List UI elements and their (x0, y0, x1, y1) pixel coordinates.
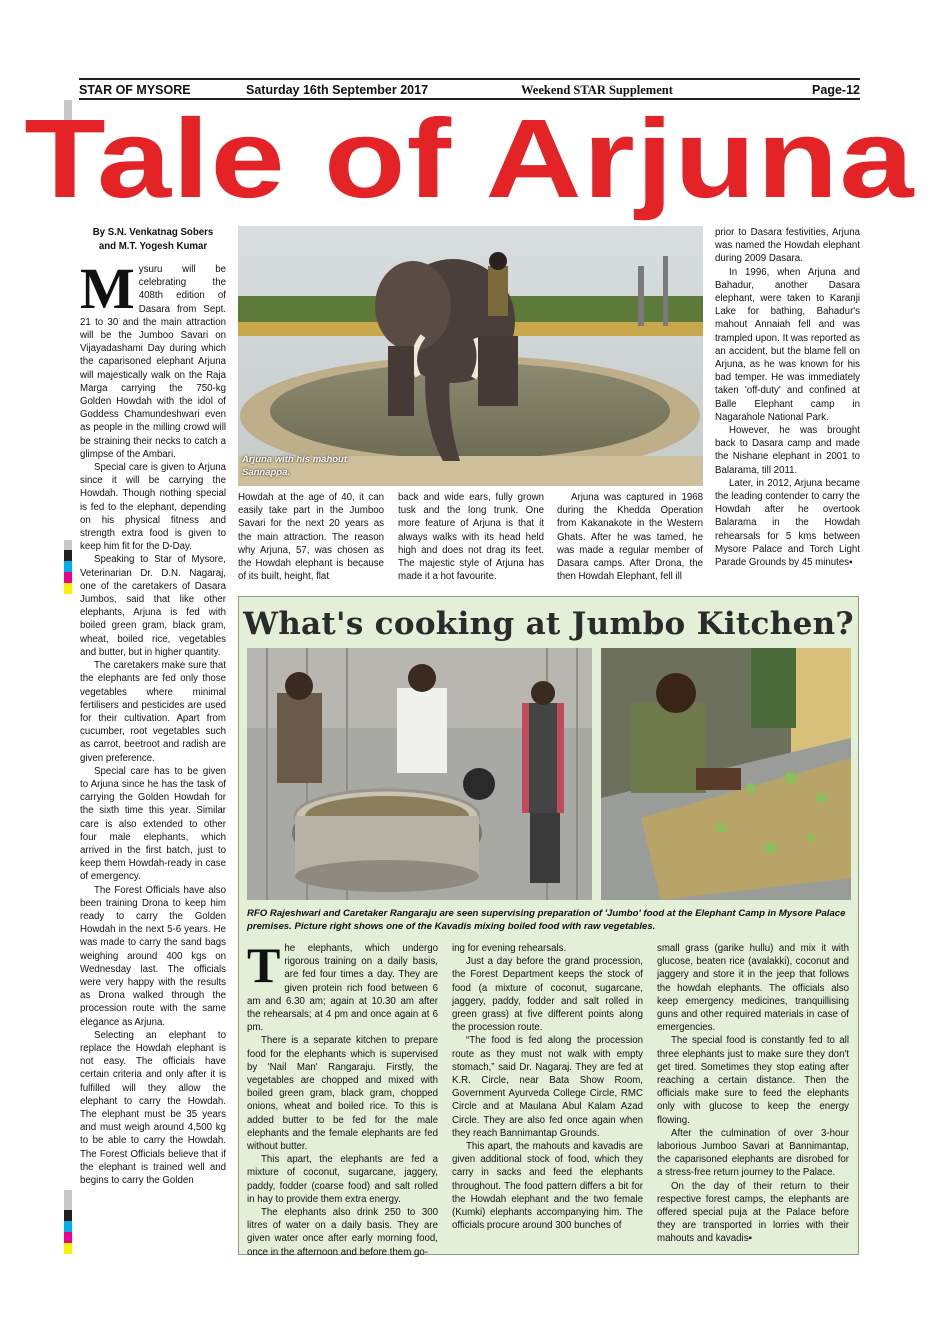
article-column-2 (238, 491, 384, 583)
byline-line-1: By S.N. Venkatnag Sobers (92, 227, 214, 238)
paragraph: prior to Dasara festivities, Arjuna was named the Howdah elephant during 2009 Dasara. (715, 227, 860, 265)
elephant-bath-illustration (238, 226, 703, 486)
paragraph: small grass (garike hullu) and mix it with glucose, beaten rice (avalakki), coconut and jaggery and store it in the jeep that follows the howdah elephants. The officials also keep emergency medicines, tranquillising guns and other required materials in case of emergencies. (657, 943, 849, 1034)
paragraph: This apart, the mahouts and kavadis are given additional stock of food, which they carry in sacks and feed the elephants throughout. The food pattern differs a bit for the Howdah elephant and the two female (Kumki) elephants accompanying him. The officials procure around 300 bunches of (452, 1141, 643, 1232)
sidebar-column-1 (247, 937, 438, 1259)
paragraph: The special food is constantly fed to all three elephants just to make sure they don't get tired. Sometimes they stop eating after reaching a certain distance. Then the officials make sure to feed the elephants only with glucose to keep the energy flowing. (657, 1035, 849, 1126)
page-number: Page-12 (812, 83, 860, 97)
dropcap: M (80, 263, 135, 321)
paragraph: This apart, the elephants are fed a mixture of coconut, sugarcane, jaggery, paddy, fodder (coarse food) and salt rolled in hay to provide them extra energy. (247, 1154, 438, 1205)
article-column-4 (557, 491, 703, 583)
paragraph: However, he was brought back to Dasara camp and made the Nishane elephant in 2001 to Balarama, till 2011. (715, 425, 860, 476)
kavadi-photo (601, 648, 851, 900)
sidebar-title: What's cooking at Jumbo Kitchen? (243, 606, 854, 642)
sidebar-caption: RFO Rajeshwari and Caretaker Rangaraju are seen supervising preparation of 'Jumbo' food at the Elephant Camp in Mysore Palace premises. Picture right shows one of the Kavadis mixing boiled food with raw vegetables. (247, 908, 846, 932)
paragraph: The caretakers make sure that the elephants are fed only those vegetables where minimal fertilisers and pesticides are used for their cultivation. Apart from cucumber, root vegetables such as carrot, beetroot and radish are given preference. (80, 660, 226, 764)
sidebar-dropcap: T (247, 937, 281, 993)
paragraph: The Forest Officials have also been training Drona to keep him ready to carry the Golden Howdah in the next 5-6 years. He was made to carry the sand bags weighing around 400 kgs on Wednesday last. The officials were very happy with the results as Drona walked through the procession route with the same elegance as Arjuna. (80, 884, 226, 1028)
paragraph: Special care is given to Arjuna since it will be carrying the Howdah. Though nothing special is fed to the elephant, depending on his physical fitness and strength extra food is given to keep him fit for the D-Day. (80, 462, 226, 553)
sidebar-column-2 (452, 942, 643, 1232)
paragraph: he elephants, which undergo rigorous training on a daily basis, are fed four times a day. They are given protein rich food between 6 am and 6.30 am; again at 10.30 am after the rehearsals; at 4 pm and once again at 6 pm. (247, 943, 438, 1034)
paragraph: Later, in 2012, Arjuna became the leading contender to carry the Howdah after he overtook Balarama in the Howdah rehearsals for 5 kms between Mysore Palace and Torch Light Parade Grounds by 45 minutes▪ (715, 477, 860, 569)
kitchen-photo (247, 648, 592, 900)
paragraph: There is a separate kitchen to prepare food for the elephants which is supervised by 'Nail Man' Rangaraju. Firstly, the vegetables are chopped and mixed with boiled green gram, black gram, chopped onions, wheat and boiled rice. To this is added butter to be fed for the male elephants and the female elephants are fed without butter. (247, 1035, 438, 1153)
issue-date: Saturday 16th September 2017 (246, 83, 429, 97)
sidebar-column-3 (657, 942, 849, 1246)
paragraph: ysuru will be celebrating the 408th edition of Dasara from Sept. 21 to 30 and the main attraction will be the Jumboo Savari on Vijayadashami Day during which the caparisoned elephant Arjuna will majestically walk on the Raja Marga carrying the 750-kg Golden Howdah with the idol of Goddess Chamundeshwari even as people in the milling crowd will be straining their necks to catch a glimpse of the Ambari. (80, 264, 226, 460)
article-column-5 (715, 226, 860, 569)
paragraph: On the day of their return to their respective forest camps, the elephants are offered special puja at the Palace before they are transported in lorries with their mahouts and kavadis▪ (657, 1180, 849, 1245)
paragraph: Howdah at the age of 40, it can easily take part in the Jumboo Savari for the next 20 years as the main attraction. The reason why Arjuna, 57, was chosen as the Howdah elephant is because of its built, height, flat (238, 492, 384, 583)
arjuna-photo (238, 226, 703, 486)
byline (80, 226, 226, 254)
kitchen-illustration (247, 648, 592, 900)
paragraph: The elephants also drink 250 to 300 litres of water on a daily basis. They are given water once after early morning food, once in the afternoon and before them go- (247, 1207, 438, 1258)
article-column-3 (398, 491, 544, 583)
paragraph: After the culmination of over 3-hour laborious Jumboo Savari at Bannimantap, the caparisoned elephants are disrobed for a stress-free return journey to the Palace. (657, 1127, 849, 1179)
supplement-name: Weekend STAR Supplement (521, 83, 673, 97)
mixing-food-illustration (601, 648, 851, 900)
byline-line-2: and M.T. Yogesh Kumar (98, 241, 208, 252)
paragraph: back and wide ears, fully grown tusk and the long trunk. One more feature of Arjuna is that it always walks with its head held high and does not drag its feet. The majestic style of Arjuna has made it a hot favourite. (398, 492, 544, 583)
paragraph: Special care has to be given to Arjuna since he has the task of carrying the Golden Howdah for the sixth time this year. Similar care is also extended to other four male elephants, which arrived in the first batch, just to keep them Howdah-ready in case of emergency. (80, 765, 226, 883)
headline: Tale of Arjuna (24, 96, 915, 221)
registration-marks-bottom (64, 1190, 72, 1254)
paragraph: Arjuna was captured in 1968 during the Khedda Operation from Kakanakote in the Western Ghats. After he was tamed, he was made a regular member of Dasara camps. After Drona, the then Howdah Elephant, fell ill (557, 492, 703, 583)
publication-name: STAR OF MYSORE (79, 83, 191, 97)
photo-caption: Arjuna with his mahout Sannappa. (242, 454, 348, 478)
paragraph: Speaking to Star of Mysore, Veterinarian Dr. D.N. Nagaraj, one of the caretakers of Dasara Jumbos, said that like other elephants, Arjuna is fed with boiled green gram, black gram, wheat, boiled rice, vegetables and butter, but in higher quantity. (80, 554, 226, 658)
paragraph: In 1996, when Arjuna and Bahadur, another Dasara elephant, were taken to Karanji Lake for bathing, Bahadur's mahout Annaiah fell and was trampled upon. It was reported as an accident, but the blame fell on Arjuna, as he was known for his bad temper. He was immediately taken 'off-duty' and confined at Balle Elephant camp in Nagarahole National Park. (715, 266, 860, 423)
paragraph: “The food is fed along the procession route as they must not walk with empty stomach,” said Dr. Nagaraj. They are fed at K.R. Circle, near Bata Show Room, Government Ayurveda College Circle, RMC Circle and at Maulana Abul Kalam Azad Circle. They are also fed once again when they reach Bannimantap Grounds. (452, 1035, 643, 1139)
article-column-1 (80, 263, 226, 1265)
paragraph: Selecting an elephant to replace the Howdah elephant is not easy. The officials have certain criteria and only after it is fulfilled will they allow the elephant to carry the Howdah. The elephant must be 35 years and must weigh around 4,500 kg to be able to carry the Howdah. The Forest Officials believe that if the elephant is trained well and begins to carry the Golden (80, 1029, 226, 1187)
registration-marks-middle (64, 540, 72, 594)
paragraph: Just a day before the grand procession, the Forest Department keeps the stock of food (a mixture of coconut, sugarcane, jaggery, paddy, fodder and salt rolled in green grass) at five different points along the procession route. (452, 956, 643, 1034)
paragraph: ing for evening rehearsals. (452, 943, 567, 954)
